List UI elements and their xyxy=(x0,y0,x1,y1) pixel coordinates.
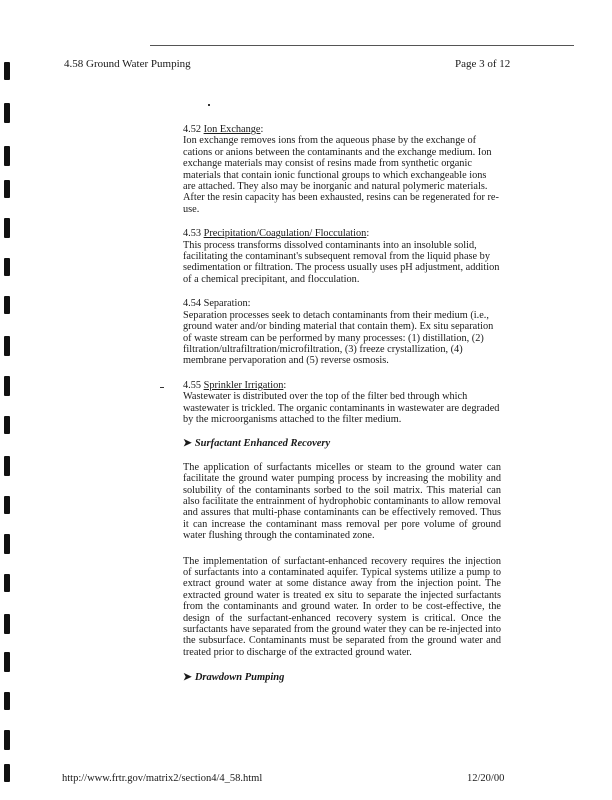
main-content xyxy=(183,124,501,696)
section-heading: 4.52 Ion Exchange: xyxy=(183,124,264,135)
binder-mark xyxy=(4,574,10,592)
binder-mark xyxy=(4,730,10,750)
drawdown-heading: ➤ Drawdown Pumping xyxy=(183,672,285,684)
section-body: Separation processes seek to detach contaminants from their medium (i.e., ground water and/or binding material that contain them). Ex situ separation of waste stream can be performed by many processes: (1) distillation, (2) filtration/ultrafiltration/microfiltration, (3) freeze crystallization, (4) membrane pervaporation and (5) reverse osmosis. xyxy=(183,309,494,367)
section-heading: 4.53 Precipitation/Coagulation/ Flocculation: xyxy=(183,228,370,240)
binder-mark xyxy=(4,764,10,782)
binder-mark xyxy=(4,534,10,554)
page-title: 4.58 Ground Water Pumping xyxy=(64,58,191,70)
surfactant-paragraph-1: The application of surfactants micelles or steam to the ground water can facilitate the ground water pumping process by increasing the mobility and solubility of the contaminants sorbed to the soil matrix. This material can also facilitate the entrainment of hydrophobic contaminants to allow removal and assures that multi-phase contaminants can be effectively removed. Thus it can increase the contaminant mass removal per pore volume of ground water flushing through the contaminated zone. xyxy=(183,461,501,542)
binder-mark xyxy=(4,692,10,710)
section-sprinkler-irrigation xyxy=(183,380,501,426)
binder-mark xyxy=(4,258,10,276)
footer-url: http://www.frtr.gov/matrix2/section4/4_58.html xyxy=(62,773,263,784)
section-precipitation xyxy=(183,228,501,285)
binder-mark xyxy=(4,336,10,356)
surfactant-paragraph-2: The implementation of surfactant-enhanced recovery requires the injection of surfactants into a contaminated aquifer. Typical systems utilize a pump to extract ground water at some distance away from the injection point. The extracted ground water is treated ex situ to separate the injected surfactants from the contaminants and ground water. In order to be cost-effective, the design of the surfactant-enhanced recovery system is critical. Once the surfactants have separated from the ground water they can be re-injected into the subsurface. Contaminants must be separated from the ground water and treated prior to discharge of the extracted ground water. xyxy=(183,555,501,658)
binder-mark xyxy=(4,456,10,476)
surfactant-heading: ➤ Surfactant Enhanced Recovery xyxy=(183,438,331,450)
section-body: This process transforms dissolved contaminants into an insoluble solid, facilitating the contaminant's subsequent removal from the liquid phase by sedimentation or filtration. The process usually uses pH adjustment, addition of a chemical precipitant, and flocculation. xyxy=(183,239,500,285)
scan-speck xyxy=(160,387,164,388)
binder-mark xyxy=(4,652,10,672)
binder-mark xyxy=(4,496,10,514)
binder-mark xyxy=(4,416,10,434)
section-body: Wastewater is distributed over the top of the filter bed through which wastewater is trickled. The organic contaminants in wastewater are degraded by the microorganisms attached to the filter medium. xyxy=(183,391,500,425)
binder-mark xyxy=(4,62,10,80)
scan-speck xyxy=(208,104,210,106)
binder-mark xyxy=(4,103,10,123)
arrow-bullet-icon: ➤ xyxy=(183,438,192,450)
section-body: Ion exchange removes ions from the aqueous phase by the exchange of cations or anions between the contaminants and the exchange medium. Ion exchange materials may consist of resins made from synthetic organic materials that contain ionic functional groups to which exchangeable ions are attached. They also may be inorganic and natural polymeric materials. After the resin capacity has been exhausted, resins can be regenerated for re-use. xyxy=(183,135,499,215)
arrow-bullet-icon: ➤ xyxy=(183,672,192,684)
binder-mark xyxy=(4,180,10,198)
binder-mark xyxy=(4,614,10,634)
binder-mark xyxy=(4,296,10,314)
section-heading: 4.55 Sprinkler Irrigation: xyxy=(183,379,287,391)
footer-date: 12/20/00 xyxy=(467,773,505,784)
section-separation xyxy=(183,298,501,366)
binder-mark xyxy=(4,146,10,166)
section-ion-exchange xyxy=(183,124,501,215)
binder-mark xyxy=(4,376,10,396)
page-number: Page 3 of 12 xyxy=(455,58,511,70)
header-rule xyxy=(150,45,574,46)
binder-mark xyxy=(4,218,10,238)
section-heading: 4.54 Separation: xyxy=(183,298,251,310)
